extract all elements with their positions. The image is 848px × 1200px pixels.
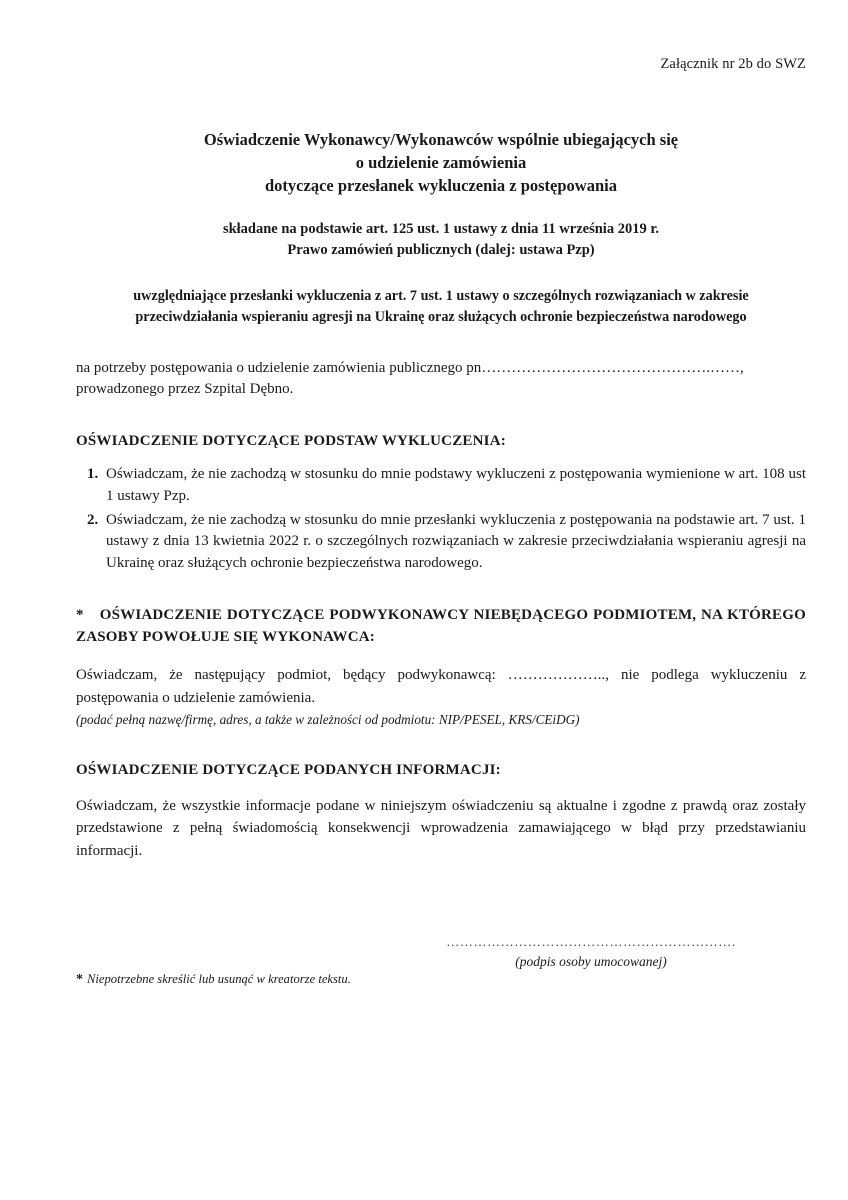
list-item: 1. Oświadczam, że nie zachodzą w stosunku do mnie podstawy wykluczeni z postępowania wymienione w art. 108 ust 1 ustawy Pzp. bbox=[102, 464, 806, 508]
footnote-text: Niepotrzebne skreślić lub usunąć w kreatorze tekstu. bbox=[87, 972, 351, 986]
attachment-label: Załącznik nr 2b do SWZ bbox=[660, 56, 806, 72]
intro-line-1: na potrzeby postępowania o udzielenie zamówienia publicznego pn……………………………………….……, bbox=[76, 359, 744, 376]
list-item: 2. Oświadczam, że nie zachodzą w stosunku do mnie przesłanki wykluczenia z postępowania na podstawie art. 7 ust. 1 ustawy z dnia 13 kwietnia 2022 r. o szczególnych rozwiązaniach w zakresie przeciwdziałania wspieraniu agresji na Ukrainę oraz służących ochronie bezpieczeństwa narodowego. bbox=[102, 510, 806, 575]
declaration-list bbox=[76, 464, 806, 575]
document-content bbox=[76, 56, 806, 971]
footnote bbox=[76, 972, 351, 988]
subtitle-line-1: składane na podstawie art. 125 ust. 1 ustawy z dnia 11 września 2019 r. bbox=[222, 221, 660, 238]
heading-subcontractor bbox=[76, 605, 806, 649]
notice-line-1: uwzględniające przesłanki wykluczenia z art. 7 ust. 1 ustawy o szczególnych rozwiązaniach w zakresie bbox=[133, 288, 749, 305]
title-line-2: o udzielenie zamówienia bbox=[355, 152, 527, 172]
signature-area bbox=[76, 934, 806, 971]
heading-subcontractor-text: OŚWIADCZENIE DOTYCZĄCE PODWYKONAWCY NIEBĘDĄCEGO PODMIOTEM, NA KTÓREGO ZASOBY POWOŁUJE SIĘ WYKONAWCA: bbox=[76, 606, 806, 645]
signature-block bbox=[446, 934, 735, 970]
document-subtitle bbox=[76, 219, 806, 260]
information-body: Oświadczam, że wszystkie informacje podane w niniejszym oświadczeniu są aktualne i zgodne z prawdą oraz zostały przedstawione z pełną świadomością konsekwencji wprowadzenia zamawiającego w błąd przy przedstawianiu informacji. bbox=[76, 797, 806, 859]
footnote-asterisk-icon: * bbox=[76, 972, 83, 987]
asterisk-marker: * bbox=[76, 606, 84, 623]
document-notice bbox=[76, 286, 806, 327]
subtitle-line-2: Prawo zamówień publicznych (dalej: ustawa Pzp) bbox=[287, 241, 595, 258]
subcontractor-body: Oświadczam, że następujący podmiot, będący podwykonawcą: ……………….., nie podlega wykluczeniu z postępowania o udzielenie zamówienia. bbox=[76, 667, 806, 706]
intro-line-2: prowadzonego przez Szpital Dębno. bbox=[76, 381, 294, 398]
title-line-3: dotyczące przesłanek wykluczenia z postępowania bbox=[265, 175, 617, 195]
signature-caption: (podpis osoby umocowanej) bbox=[515, 954, 667, 970]
document-title bbox=[76, 129, 806, 197]
signature-line: ………………………………………………………. bbox=[446, 934, 736, 950]
subcontractor-note: (podać pełną nazwę/firmę, adres, a także w zależności od podmiotu: NIP/PESEL, KRS/CEiDG) bbox=[76, 712, 580, 728]
heading-exclusion-grounds: OŚWIADCZENIE DOTYCZĄCE PODSTAW WYKLUCZENIA: bbox=[76, 433, 506, 450]
notice-line-2: przeciwdziałania wspieraniu agresji na Ukrainę oraz służących ochronie bezpieczeństwa narodowego bbox=[135, 309, 747, 326]
title-line-1: Oświadczenie Wykonawcy/Wykonawców wspólnie ubiegających się bbox=[203, 130, 679, 149]
heading-information: OŚWIADCZENIE DOTYCZĄCE PODANYCH INFORMACJI: bbox=[76, 761, 501, 778]
intro-paragraph bbox=[76, 358, 806, 402]
